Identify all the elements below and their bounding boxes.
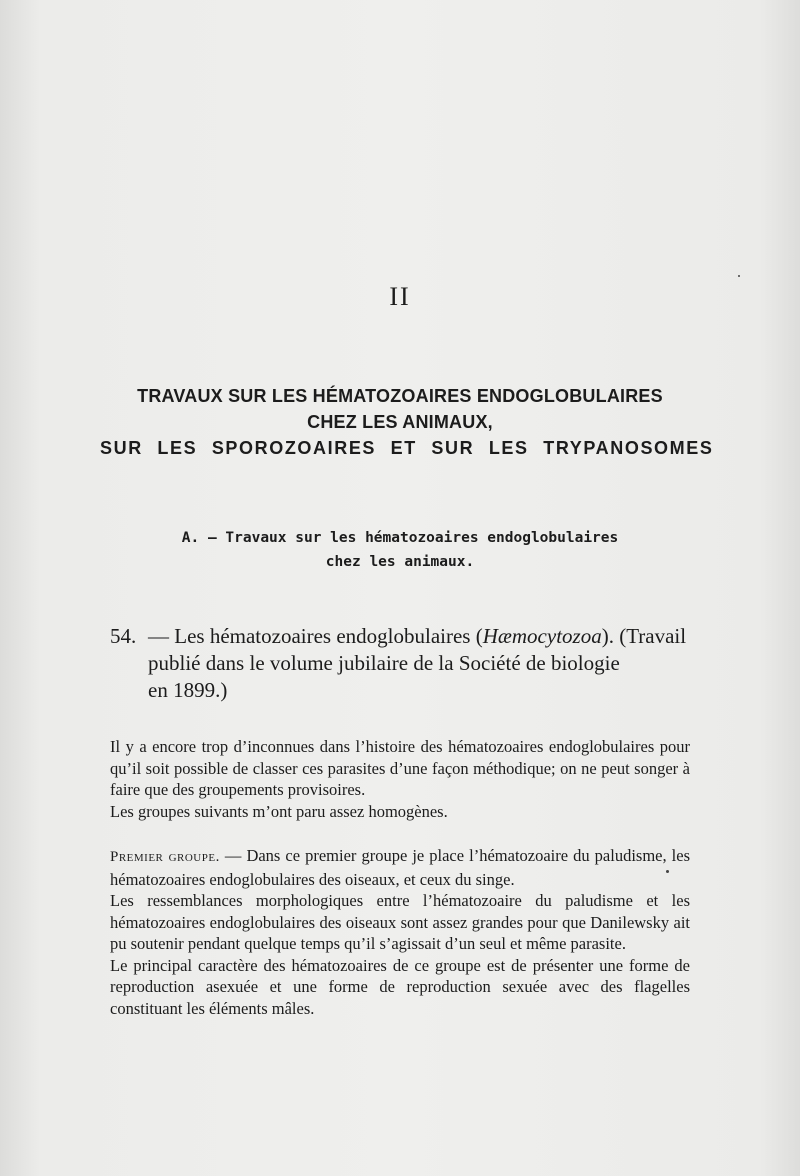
subsection-title xyxy=(100,526,700,574)
premier-groupe-block xyxy=(110,845,690,1019)
subsection-title-line-1: A. — Travaux sur les hématozoaires endoglobulaires xyxy=(181,530,619,546)
paragraph-premier-groupe xyxy=(110,845,690,890)
section-title-line-3: SUR LES SPOROZOAIRES ET SUR LES TRYPANOSOMES xyxy=(100,438,714,458)
entry-latin-name: Hæmocytozoa xyxy=(482,624,602,648)
section-title-line-1: TRAVAUX SUR LES HÉMATOZOAIRES ENDOGLOBULAIRES xyxy=(137,386,663,406)
paragraph-caractere: Le principal caractère des hématozoaires de ce groupe est de présenter une forme de reproduction asexuée et une forme de reproduction sexuée avec des flagelles constituant les éléments mâles. xyxy=(110,955,690,1018)
bibliography-entry xyxy=(110,623,690,704)
paragraph-intro: Il y a encore trop d’inconnues dans l’histoire des hématozoaires endoglobulaires pour qu’il soit possible de classer ces parasites d’une façon méthodique; on ne peut songer à faire que des groupements provisoires. xyxy=(110,737,690,799)
section-title-line-2: CHEZ LES ANIMAUX, xyxy=(307,412,493,432)
entry-number: 54. xyxy=(110,624,137,648)
ink-speck xyxy=(666,870,669,873)
intro-block xyxy=(110,736,690,822)
paragraph-homogenes: Les groupes suivants m’ont paru assez homogènes. xyxy=(110,801,448,821)
entry-line-3: en 1899.) xyxy=(148,678,228,702)
section-number: II xyxy=(389,282,411,311)
entry-text-b: ). (Travail xyxy=(601,624,687,648)
entry-text-a: — Les hématozoaires endoglobulaires ( xyxy=(148,624,483,648)
premier-groupe-label: Premier groupe. xyxy=(110,849,220,865)
ink-speck xyxy=(738,275,740,277)
entry-line-2: publié dans le volume jubilaire de la Société de biologie xyxy=(148,651,620,675)
subsection-title-line-2: chez les animaux. xyxy=(325,554,475,570)
section-title xyxy=(100,383,714,461)
premier-groupe-text: — Dans ce premier groupe je place l’hématozoaire du paludisme, les hématozoaires endoglobulaires des oiseaux, et ceux du singe. xyxy=(110,846,690,889)
paragraph-ressemblances: Les ressemblances morphologiques entre l’hématozoaire du paludisme et les hématozoaires endoglobulaires des oiseaux sont assez grandes pour que Danilewsky ait pu soutenir pendant quelque temps qu’il s’agissait d’un seul et même parasite. xyxy=(110,891,690,953)
